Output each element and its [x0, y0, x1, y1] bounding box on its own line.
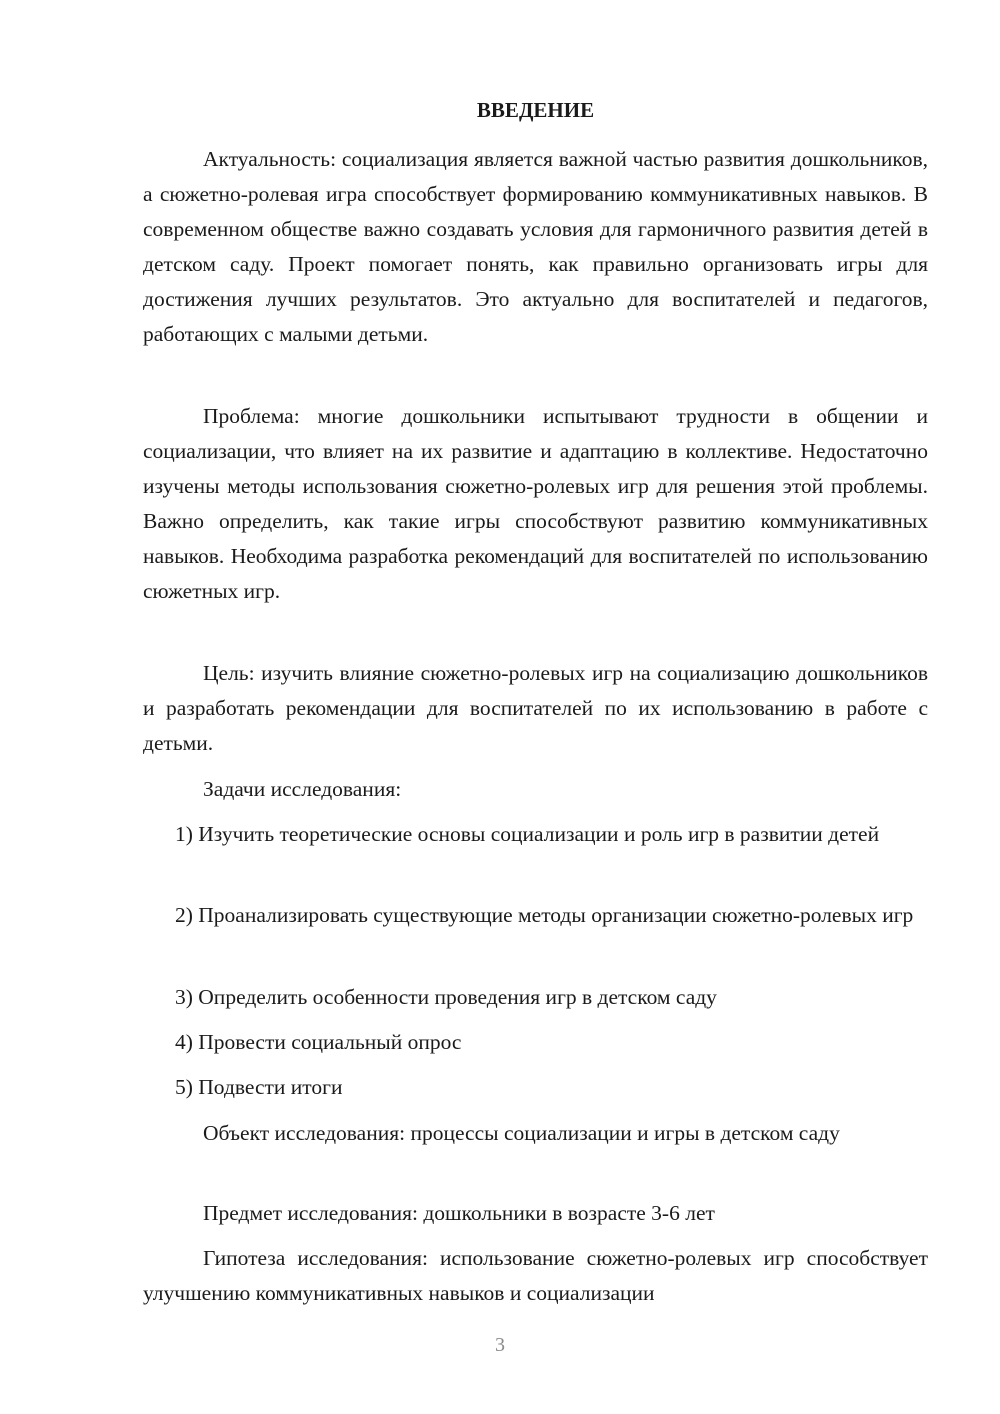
page-number: 3 — [495, 1334, 505, 1356]
task-item-4: 4) Провести социальный опрос — [175, 1030, 462, 1054]
problem-paragraph: Проблема: многие дошкольники испытывают трудности в общении и социализации, что влияет на их развитие и адаптацию в коллективе. Недостаточно изучены методы использования сюжетно-ролевых игр для решения этой проблемы. Важно определить, как такие игры способствуют развитию коммуникативных навыков. Необходима разработка рекомендаций для воспитателей по использованию сюжетных игр. — [143, 404, 928, 603]
relevance-paragraph: Актуальность: социализация является важной частью развития дошкольников, а сюжетно-ролевая игра способствует формированию коммуникативных навыков. В современном обществе важно создавать условия для гармоничного развития детей в детском саду. Проект помогает понять, как правильно организовать игры для достижения лучших результатов. Это актуально для воспитателей и педагогов, работающих с малыми детьми. — [143, 147, 928, 346]
section-heading: ВВЕДЕНИЕ — [476, 98, 595, 122]
object-paragraph: Объект исследования: процессы социализации и игры в детском саду — [203, 1121, 840, 1145]
hypothesis-paragraph: Гипотеза исследования: использование сюжетно-ролевых игр способствует улучшению коммуникативных навыков и социализации — [143, 1246, 928, 1305]
task-item-3: 3) Определить особенности проведения игр в детском саду — [175, 985, 717, 1009]
goal-paragraph: Цель: изучить влияние сюжетно-ролевых игр на социализацию дошкольников и разработать рекомендации для воспитателей по их использованию в работе с детьми. — [143, 661, 928, 755]
subject-paragraph: Предмет исследования: дошкольники в возрасте 3-6 лет — [203, 1201, 715, 1225]
task-item-1: 1) Изучить теоретические основы социализации и роль игр в развитии детей — [175, 822, 880, 846]
task-item-5: 5) Подвести итоги — [175, 1075, 343, 1099]
tasks-heading: Задачи исследования: — [203, 777, 402, 801]
task-item-2: 2) Проанализировать существующие методы организации сюжетно-ролевых игр — [175, 903, 914, 927]
